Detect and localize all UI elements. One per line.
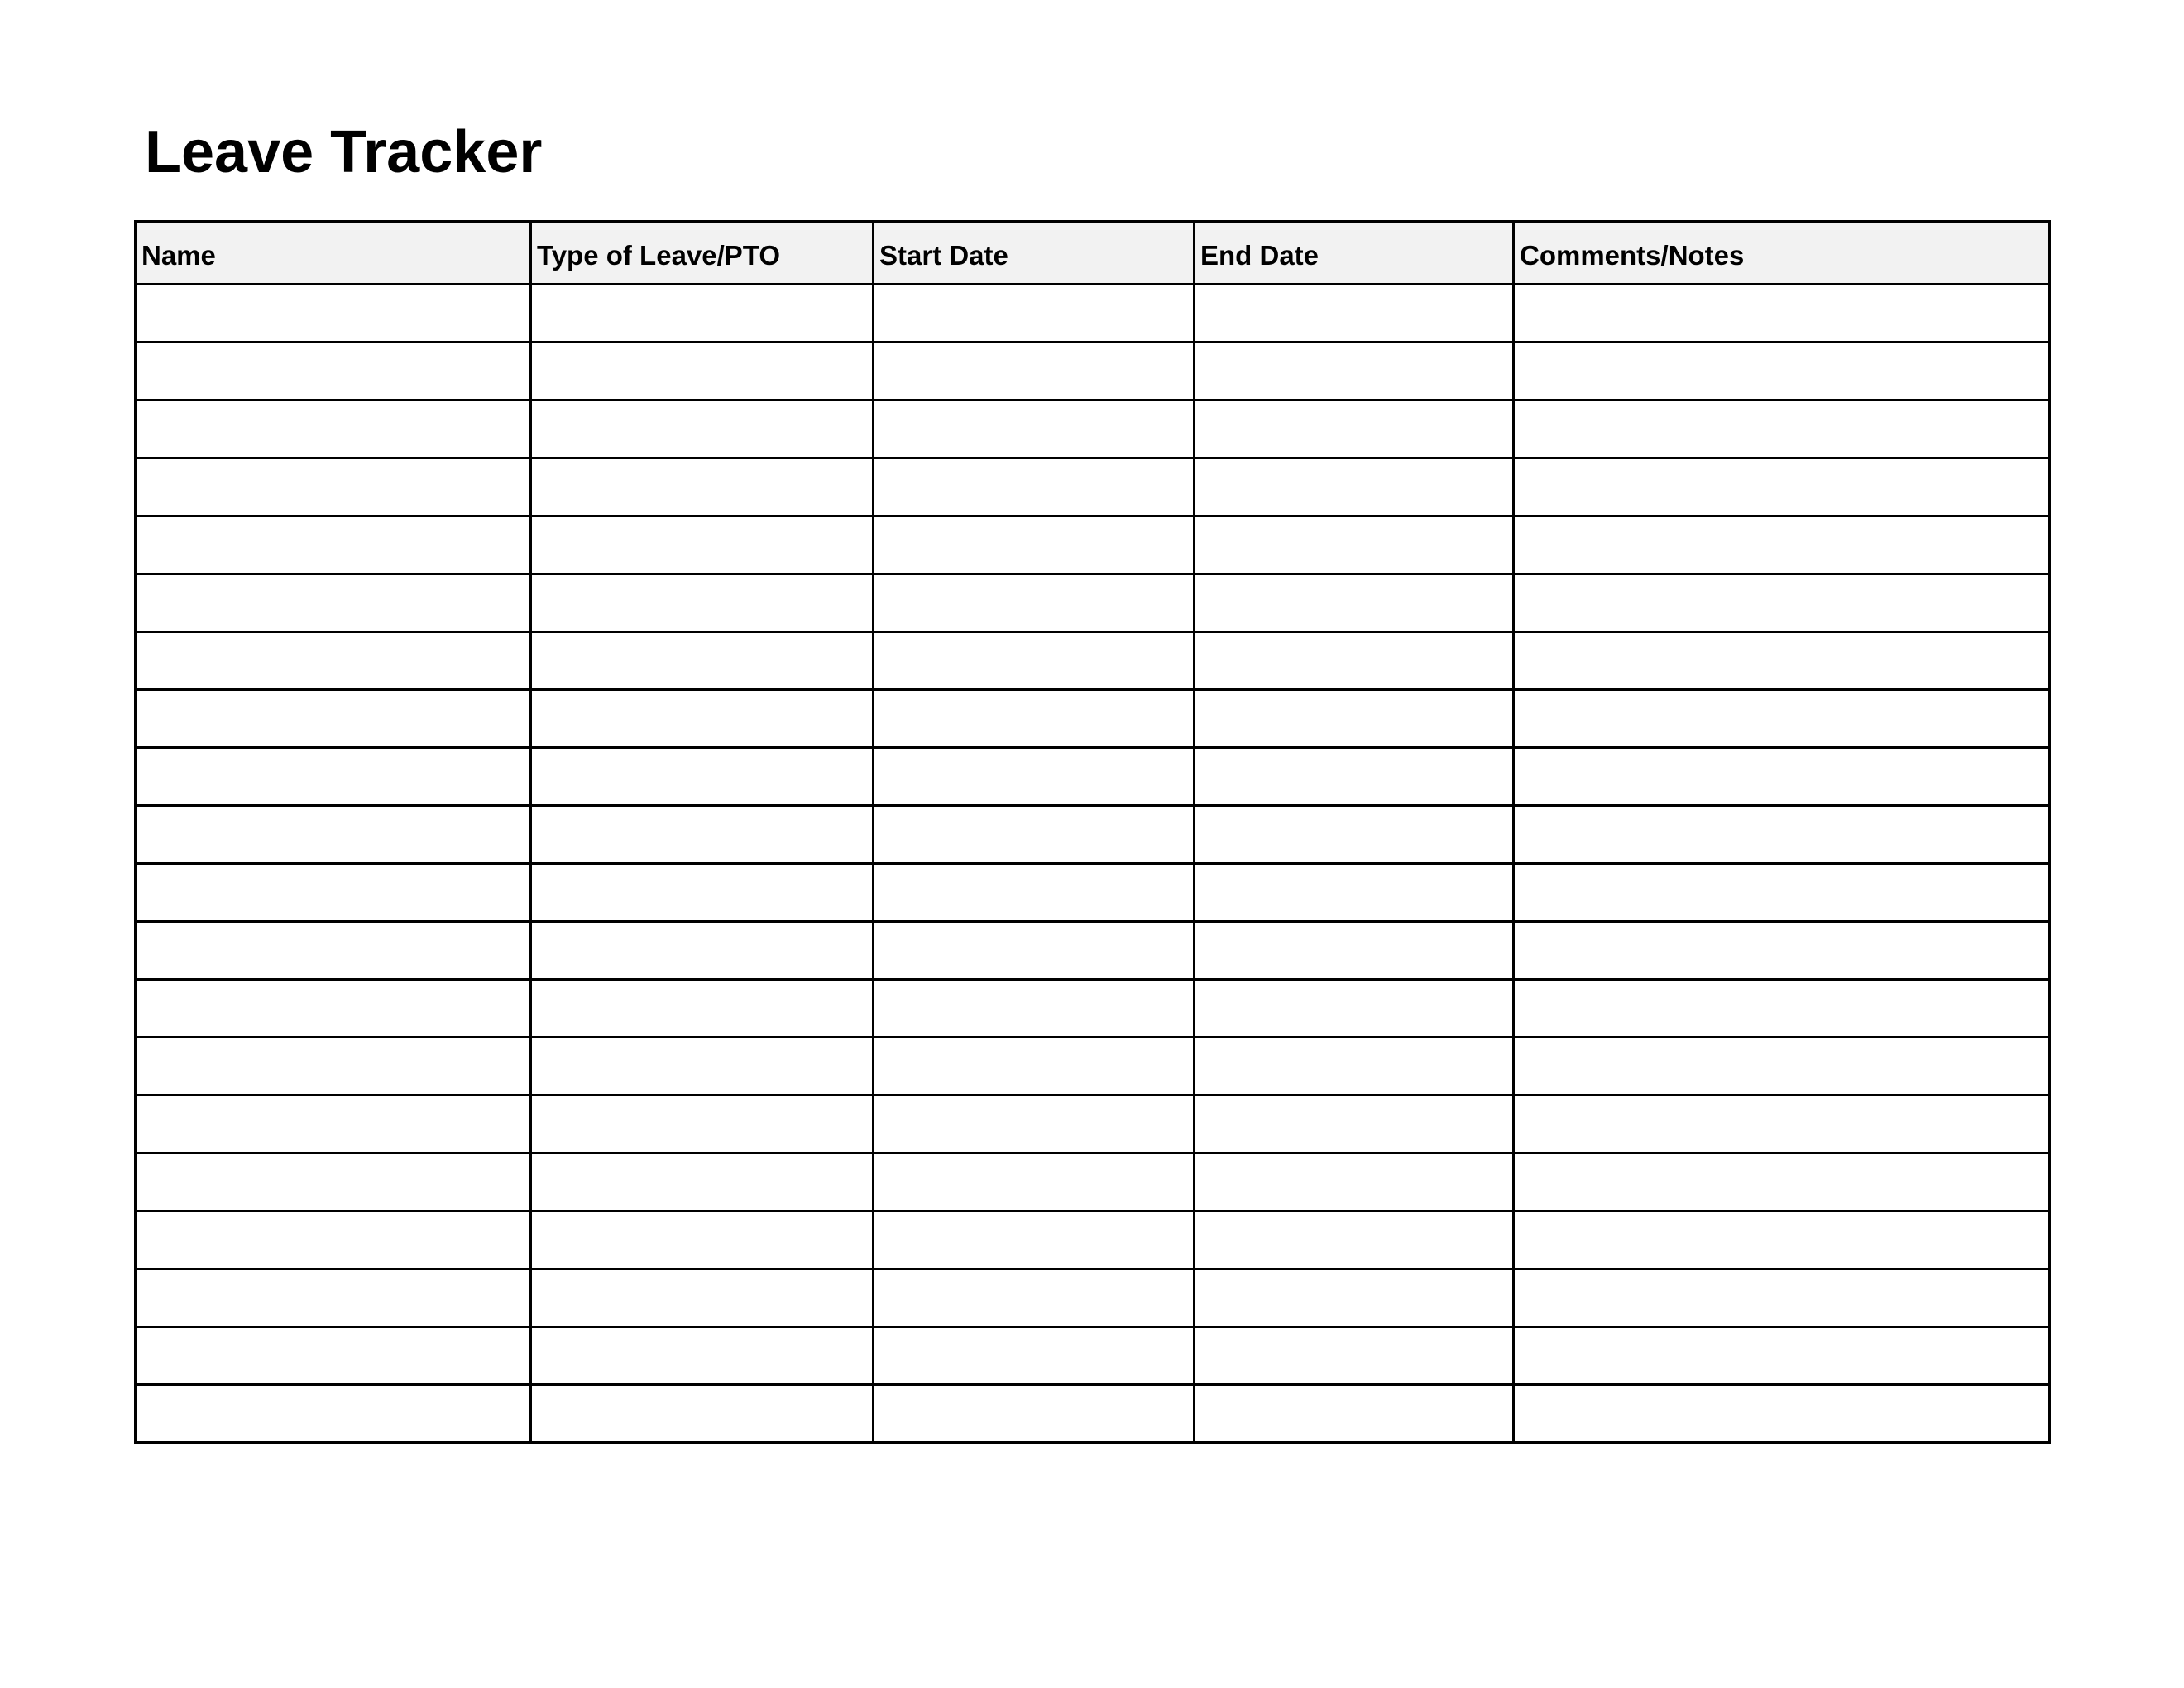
name-cell[interactable] xyxy=(136,690,531,748)
comments-notes-cell[interactable] xyxy=(1514,1096,2050,1153)
name-cell[interactable] xyxy=(136,1038,531,1096)
start-date-cell[interactable] xyxy=(874,806,1195,864)
end-date-cell[interactable] xyxy=(1195,343,1514,400)
start-date-cell[interactable] xyxy=(874,516,1195,574)
comments-notes-cell[interactable] xyxy=(1514,806,2050,864)
type-of-leave-cell[interactable] xyxy=(531,1327,874,1385)
start-date-cell[interactable] xyxy=(874,1211,1195,1269)
name-cell[interactable] xyxy=(136,632,531,690)
name-cell[interactable] xyxy=(136,980,531,1038)
end-date-cell[interactable] xyxy=(1195,400,1514,458)
name-cell[interactable] xyxy=(136,458,531,516)
start-date-cell[interactable] xyxy=(874,1327,1195,1385)
type-of-leave-cell[interactable] xyxy=(531,574,874,632)
page-title: Leave Tracker xyxy=(145,119,543,185)
column-header-name: Name xyxy=(136,222,531,285)
start-date-cell[interactable] xyxy=(874,1385,1195,1443)
end-date-cell[interactable] xyxy=(1195,1153,1514,1211)
end-date-cell[interactable] xyxy=(1195,1096,1514,1153)
table-row xyxy=(136,690,2050,748)
start-date-cell[interactable] xyxy=(874,574,1195,632)
end-date-cell[interactable] xyxy=(1195,980,1514,1038)
end-date-cell[interactable] xyxy=(1195,516,1514,574)
table-row xyxy=(136,574,2050,632)
table-row xyxy=(136,1269,2050,1327)
table-row xyxy=(136,980,2050,1038)
comments-notes-cell[interactable] xyxy=(1514,1327,2050,1385)
table-row xyxy=(136,1385,2050,1443)
table-row xyxy=(136,343,2050,400)
type-of-leave-cell[interactable] xyxy=(531,343,874,400)
type-of-leave-cell[interactable] xyxy=(531,285,874,343)
type-of-leave-cell[interactable] xyxy=(531,1096,874,1153)
column-header-type-of-leave: Type of Leave/PTO xyxy=(531,222,874,285)
table-row xyxy=(136,285,2050,343)
name-cell[interactable] xyxy=(136,1211,531,1269)
start-date-cell[interactable] xyxy=(874,980,1195,1038)
type-of-leave-cell[interactable] xyxy=(531,690,874,748)
start-date-cell[interactable] xyxy=(874,1153,1195,1211)
comments-notes-cell[interactable] xyxy=(1514,458,2050,516)
end-date-cell[interactable] xyxy=(1195,690,1514,748)
comments-notes-cell[interactable] xyxy=(1514,1269,2050,1327)
start-date-cell[interactable] xyxy=(874,1269,1195,1327)
name-cell[interactable] xyxy=(136,1153,531,1211)
type-of-leave-cell[interactable] xyxy=(531,632,874,690)
end-date-cell[interactable] xyxy=(1195,458,1514,516)
start-date-cell[interactable] xyxy=(874,922,1195,980)
name-cell[interactable] xyxy=(136,806,531,864)
comments-notes-cell[interactable] xyxy=(1514,1153,2050,1211)
type-of-leave-cell[interactable] xyxy=(531,748,874,806)
comments-notes-cell[interactable] xyxy=(1514,574,2050,632)
table-row xyxy=(136,458,2050,516)
table-row xyxy=(136,1096,2050,1153)
comments-notes-cell[interactable] xyxy=(1514,516,2050,574)
name-cell[interactable] xyxy=(136,1385,531,1443)
end-date-cell[interactable] xyxy=(1195,1038,1514,1096)
start-date-cell[interactable] xyxy=(874,1096,1195,1153)
comments-notes-cell[interactable] xyxy=(1514,1038,2050,1096)
start-date-cell[interactable] xyxy=(874,690,1195,748)
header-row xyxy=(136,222,2050,285)
table-row xyxy=(136,922,2050,980)
table-row xyxy=(136,1038,2050,1096)
end-date-cell[interactable] xyxy=(1195,864,1514,922)
comments-notes-cell[interactable] xyxy=(1514,285,2050,343)
type-of-leave-cell[interactable] xyxy=(531,1385,874,1443)
comments-notes-cell[interactable] xyxy=(1514,343,2050,400)
end-date-cell[interactable] xyxy=(1195,922,1514,980)
table-row xyxy=(136,632,2050,690)
table-row xyxy=(136,864,2050,922)
start-date-cell[interactable] xyxy=(874,400,1195,458)
start-date-cell[interactable] xyxy=(874,343,1195,400)
name-cell[interactable] xyxy=(136,864,531,922)
table-row xyxy=(136,516,2050,574)
type-of-leave-cell[interactable] xyxy=(531,400,874,458)
start-date-cell[interactable] xyxy=(874,748,1195,806)
end-date-cell[interactable] xyxy=(1195,574,1514,632)
name-cell[interactable] xyxy=(136,748,531,806)
name-cell[interactable] xyxy=(136,516,531,574)
name-cell[interactable] xyxy=(136,343,531,400)
start-date-cell[interactable] xyxy=(874,458,1195,516)
type-of-leave-cell[interactable] xyxy=(531,1038,874,1096)
comments-notes-cell[interactable] xyxy=(1514,1211,2050,1269)
comments-notes-cell[interactable] xyxy=(1514,690,2050,748)
table-row xyxy=(136,1211,2050,1269)
type-of-leave-cell[interactable] xyxy=(531,1269,874,1327)
table-row xyxy=(136,748,2050,806)
end-date-cell[interactable] xyxy=(1195,1327,1514,1385)
comments-notes-cell[interactable] xyxy=(1514,748,2050,806)
name-cell[interactable] xyxy=(136,922,531,980)
leave-tracker-table xyxy=(134,220,2051,1444)
end-date-cell[interactable] xyxy=(1195,1211,1514,1269)
end-date-cell[interactable] xyxy=(1195,748,1514,806)
end-date-cell[interactable] xyxy=(1195,1385,1514,1443)
table-row xyxy=(136,806,2050,864)
column-header-end-date: End Date xyxy=(1195,222,1514,285)
start-date-cell[interactable] xyxy=(874,632,1195,690)
comments-notes-cell[interactable] xyxy=(1514,400,2050,458)
name-cell[interactable] xyxy=(136,1327,531,1385)
start-date-cell[interactable] xyxy=(874,864,1195,922)
comments-notes-cell[interactable] xyxy=(1514,922,2050,980)
start-date-cell[interactable] xyxy=(874,1038,1195,1096)
type-of-leave-cell[interactable] xyxy=(531,458,874,516)
end-date-cell[interactable] xyxy=(1195,806,1514,864)
type-of-leave-cell[interactable] xyxy=(531,1211,874,1269)
type-of-leave-cell[interactable] xyxy=(531,980,874,1038)
column-header-comments-notes: Comments/Notes xyxy=(1514,222,2050,285)
name-cell[interactable] xyxy=(136,1096,531,1153)
comments-notes-cell[interactable] xyxy=(1514,1385,2050,1443)
end-date-cell[interactable] xyxy=(1195,632,1514,690)
name-cell[interactable] xyxy=(136,400,531,458)
table-header xyxy=(136,222,2050,285)
table-row xyxy=(136,1327,2050,1385)
end-date-cell[interactable] xyxy=(1195,1269,1514,1327)
type-of-leave-cell[interactable] xyxy=(531,516,874,574)
name-cell[interactable] xyxy=(136,574,531,632)
name-cell[interactable] xyxy=(136,285,531,343)
comments-notes-cell[interactable] xyxy=(1514,864,2050,922)
comments-notes-cell[interactable] xyxy=(1514,632,2050,690)
start-date-cell[interactable] xyxy=(874,285,1195,343)
type-of-leave-cell[interactable] xyxy=(531,864,874,922)
type-of-leave-cell[interactable] xyxy=(531,922,874,980)
table-row xyxy=(136,1153,2050,1211)
column-header-start-date: Start Date xyxy=(874,222,1195,285)
type-of-leave-cell[interactable] xyxy=(531,1153,874,1211)
table-row xyxy=(136,400,2050,458)
name-cell[interactable] xyxy=(136,1269,531,1327)
table-body xyxy=(136,285,2050,1443)
comments-notes-cell[interactable] xyxy=(1514,980,2050,1038)
type-of-leave-cell[interactable] xyxy=(531,806,874,864)
end-date-cell[interactable] xyxy=(1195,285,1514,343)
